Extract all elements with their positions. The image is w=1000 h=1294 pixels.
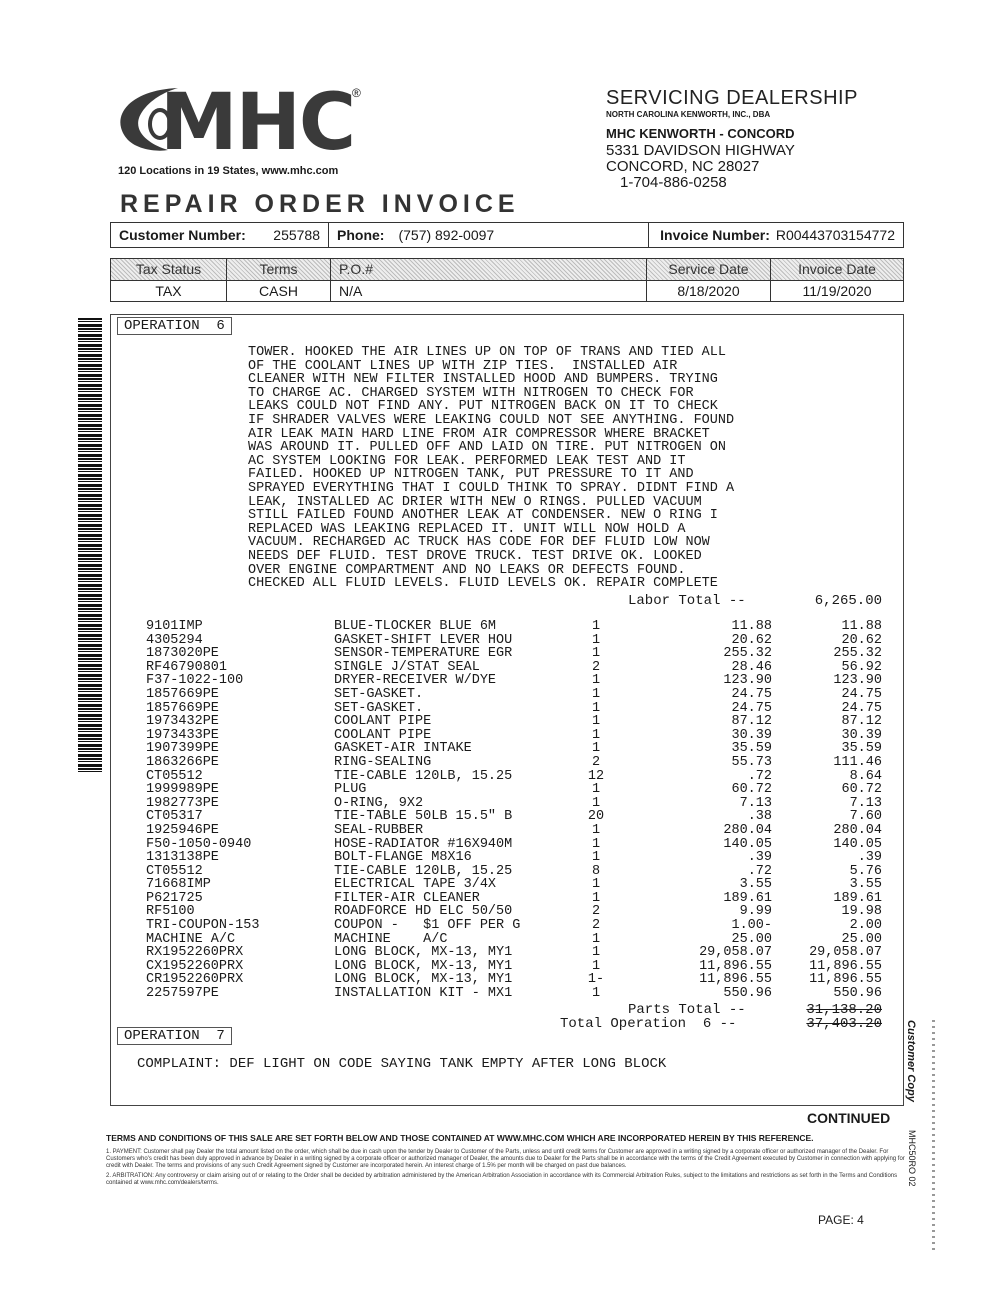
part-unit-price: .72 [747, 863, 772, 879]
part-extended-price: 24.75 [841, 686, 882, 702]
part-number: 1857669PE [146, 700, 219, 716]
scan-mark [932, 1020, 935, 1250]
part-quantity: 2 [591, 659, 601, 675]
part-quantity: 2 [591, 754, 601, 770]
part-number: 2257597PE [146, 986, 219, 1002]
part-description: O-RING, 9X2 [334, 795, 424, 811]
part-number: 1863266PE [146, 754, 219, 770]
part-quantity: 1 [591, 619, 601, 634]
dealer-name: MHC KENWORTH - CONCORD [606, 126, 795, 142]
part-quantity: 2 [591, 918, 601, 934]
part-quantity: 1 [591, 700, 601, 716]
part-unit-price: .38 [747, 809, 772, 825]
part-unit-price: 1.00- [731, 918, 772, 934]
part-quantity: 1 [591, 890, 601, 906]
dealer-block [606, 88, 858, 190]
part-quantity: 1- [587, 972, 605, 988]
parts-total-label: Parts Total -- [628, 1002, 746, 1018]
part-quantity: 1 [591, 686, 601, 702]
invoice-label: Invoice Number: [660, 227, 770, 243]
locations-tagline: 120 Locations in 19 States, www.mhc.com [118, 165, 339, 177]
part-extended-price: 35.59 [841, 741, 882, 757]
terms-arbitration: 2. ARBITRATION: Any controversy or claim arising out of or relating to the Order shall be decided by arbitration administered by the American Arbitration Association in accordance with its Commercial Arbitration Rules, subject to the limitations and restrictions as set forth in the Terms and Conditions contained at www.mhc.com/dealers/terms. [106, 1173, 898, 1186]
part-quantity: 12 [587, 768, 605, 784]
registered-mark: ® [352, 86, 361, 100]
part-extended-price: 60.72 [841, 782, 882, 798]
part-quantity: 1 [591, 850, 601, 866]
part-description: COOLANT PIPE [334, 727, 432, 743]
part-description: SET-GASKET. [334, 686, 424, 702]
page-number: PAGE: 4 [818, 1213, 864, 1227]
terms: CASH [227, 281, 331, 301]
part-number: CR1952260PRX [146, 972, 244, 988]
dealer-heading: SERVICING DEALERSHIP [606, 87, 858, 109]
part-description: FILTER-AIR CLEANER [334, 890, 480, 906]
po-number: N/A [331, 281, 647, 301]
part-extended-price: 8.64 [849, 768, 882, 784]
part-extended-price: 7.13 [849, 795, 882, 811]
customer-copy-label: Customer Copy [905, 1020, 917, 1102]
dealer-legal: NORTH CAROLINA KENWORTH, INC., DBA [606, 110, 771, 119]
part-number: F37-1022-100 [146, 673, 244, 689]
part-number: 1925946PE [146, 822, 219, 838]
part-number: 1973433PE [146, 727, 219, 743]
part-description: DRYER-RECEIVER W/DYE [334, 673, 497, 689]
part-number: F50-1050-0940 [146, 836, 252, 852]
page-title: REPAIR ORDER INVOICE [120, 190, 520, 218]
part-quantity: 1 [591, 986, 601, 1002]
part-number: CT05317 [146, 809, 203, 825]
part-unit-price: 7.13 [739, 795, 772, 811]
part-quantity: 1 [591, 782, 601, 798]
order-info-values [111, 280, 903, 301]
part-number: MACHINE A/C [146, 931, 236, 947]
part-number: 1857669PE [146, 686, 219, 702]
part-extended-price: 7.60 [849, 809, 882, 825]
part-extended-price: 56.92 [841, 659, 882, 675]
tax-status: TAX [111, 281, 227, 301]
part-quantity: 1 [591, 958, 601, 974]
part-description: PLUG [334, 782, 367, 798]
part-number: 1313138PE [146, 850, 219, 866]
part-description: MACHINE A/C [334, 931, 448, 947]
part-extended-price: 11,896.55 [809, 972, 882, 988]
part-extended-price: .39 [857, 850, 882, 866]
part-description: RING-SEALING [334, 754, 432, 770]
header-po: P.O.# [331, 259, 647, 280]
phone-label: Phone: [337, 227, 385, 243]
part-unit-price: .72 [747, 768, 772, 784]
part-description: HOSE-RADIATOR #16X940M [334, 836, 513, 852]
part-extended-price: 20.62 [841, 632, 882, 648]
part-extended-price: 550.96 [833, 986, 882, 1002]
part-description: SEAL-RUBBER [334, 822, 424, 838]
invoice-number: R00443703154772 [775, 227, 895, 243]
part-quantity: 1 [591, 646, 601, 662]
part-unit-price: 20.62 [731, 632, 772, 648]
part-quantity: 1 [591, 795, 601, 811]
part-unit-price: 280.04 [723, 822, 772, 838]
part-description: SINGLE J/STAT SEAL [334, 659, 480, 675]
dealer-address-1: 5331 DAVIDSON HIGHWAY [606, 142, 795, 160]
part-description: LONG BLOCK, MX-13, MY1 [334, 958, 513, 974]
part-quantity: 1 [591, 822, 601, 838]
part-description: GASKET-AIR INTAKE [334, 741, 472, 757]
labor-total-row [628, 593, 882, 609]
part-description: INSTALLATION KIT - MX1 [334, 986, 513, 1002]
terms-heading: TERMS AND CONDITIONS OF THIS SALE ARE SET FORTH BELOW AND THOSE CONTAINED AT WWW.MHC.COM WHICH ARE INCORPORATED HEREIN BY THIS REFERENCE. [106, 1133, 814, 1143]
part-quantity: 1 [591, 673, 601, 689]
part-unit-price: .39 [747, 850, 772, 866]
part-description: ROADFORCE HD ELC 50/50 [334, 904, 513, 920]
part-unit-price: 28.46 [731, 659, 772, 675]
header-tax-status: Tax Status [111, 259, 227, 280]
part-description: TIE-CABLE 120LB, 15.25 [334, 768, 513, 784]
part-number: 1873020PE [146, 646, 219, 662]
part-quantity: 8 [591, 863, 601, 879]
part-number: 1907399PE [146, 741, 219, 757]
terms-payment: 1. PAYMENT: Customer shall pay Dealer the total amount listed on the order, which shall be due in cash upon the tender by Dealer to Customer of the Parts, unless and until credit terms for Customer are approved in a writing signed by a corporate officer or authorized manager of the Dealer. For Customers who's credit has been duly approved in advance by Dealer in a writing signed by a corporate officer or authorized manager of Dealer, the amounts due to Dealer for the Parts shall be in accordance with the terms of the Credit Agreement executed by Customer in connection with applying for credit with Dealer. The terms and provisions of any such Credit Agreement signed by Customer are incorporated herein. An interest charge of 1.5% per month will be charged on past due balances. [106, 1149, 905, 1169]
part-number: 9101IMP [146, 619, 203, 634]
part-unit-price: 55.73 [731, 754, 772, 770]
operation-7-label: OPERATION 7 [117, 1027, 232, 1045]
part-quantity: 1 [591, 836, 601, 852]
part-description: ELECTRICAL TAPE 3/4X [334, 877, 497, 893]
part-extended-price: 87.12 [841, 714, 882, 730]
part-unit-price: 35.59 [731, 741, 772, 757]
part-quantity: 1 [591, 877, 601, 893]
part-description: COUPON - $1 OFF PER G [334, 918, 521, 934]
part-unit-price: 30.39 [731, 727, 772, 743]
part-unit-price: 24.75 [731, 686, 772, 702]
part-description: LONG BLOCK, MX-13, MY1 [334, 945, 513, 961]
form-code: MHC50RO 02 [907, 1130, 917, 1187]
part-extended-price: 111.46 [833, 754, 882, 770]
part-extended-price: 19.98 [841, 904, 882, 920]
part-number: RX1952260PRX [146, 945, 244, 961]
continued-label: CONTINUED [807, 1110, 891, 1126]
part-number: 71668IMP [146, 877, 211, 893]
invoice-cell [649, 223, 903, 247]
part-extended-price: 280.04 [833, 822, 882, 838]
part-unit-price: 3.55 [739, 877, 772, 893]
part-number: 1982773PE [146, 795, 219, 811]
part-unit-price: 87.12 [731, 714, 772, 730]
customer-row [110, 222, 904, 248]
order-info-table [110, 258, 904, 302]
part-quantity: 1 [591, 632, 601, 648]
part-unit-price: 123.90 [723, 673, 772, 689]
part-unit-price: 550.96 [723, 986, 772, 1002]
part-quantity: 20 [587, 809, 605, 825]
customer-number: 255788 [273, 227, 320, 243]
part-unit-price: 25.00 [731, 931, 772, 947]
part-description: SENSOR-TEMPERATURE EGR [334, 646, 513, 662]
part-unit-price: 255.32 [723, 646, 772, 662]
part-number: TRI-COUPON-153 [146, 918, 260, 934]
part-extended-price: 3.55 [849, 877, 882, 893]
part-number: 1973432PE [146, 714, 219, 730]
part-unit-price: 60.72 [731, 782, 772, 798]
service-date: 8/18/2020 [647, 281, 771, 301]
labor-total-label: Labor Total -- [628, 593, 746, 609]
part-unit-price: 24.75 [731, 700, 772, 716]
part-extended-price: 30.39 [841, 727, 882, 743]
invoice-date: 11/19/2020 [802, 282, 872, 299]
part-extended-price: 2.00 [849, 918, 882, 934]
header-service-date: Service Date [647, 259, 771, 280]
part-number: CX1952260PRX [146, 958, 244, 974]
operation-total-label: Total Operation 6 -- [560, 1016, 737, 1032]
labor-total: 6,265.00 [814, 593, 882, 609]
part-unit-price: 11,896.55 [699, 958, 772, 974]
parts-total: 31,138.20 [806, 1002, 882, 1018]
part-number: RF46790801 [146, 659, 228, 675]
part-description: GASKET-SHIFT LEVER HOU [334, 632, 513, 648]
part-number: RF5100 [146, 904, 195, 920]
part-quantity: 1 [591, 727, 601, 743]
part-extended-price: 255.32 [833, 646, 882, 662]
operation-total: 37,403.20 [806, 1016, 882, 1032]
part-quantity: 2 [591, 904, 601, 920]
dealer-address-2: CONCORD, NC 28027 [606, 157, 760, 175]
part-description: BLUE-TLOCKER BLUE 6M [334, 619, 497, 634]
part-unit-price: 11.88 [731, 619, 772, 634]
terms-body [106, 1149, 906, 1190]
part-extended-price: 140.05 [833, 836, 882, 852]
part-extended-price: 189.61 [833, 890, 882, 906]
order-info-header [111, 259, 903, 280]
part-number: CT05512 [146, 768, 203, 784]
part-description: TIE-CABLE 120LB, 15.25 [334, 863, 513, 879]
logo-text: MHC [160, 78, 355, 168]
operation-6-narrative: TOWER. HOOKED THE AIR LINES UP ON TOP OF TRANS AND TIED ALL OF THE COOLANT LINES UP WITH ZIP TIES. INSTALLED AIR CLEANER WITH NEW FILTER INSTALLED HOOD AND BUMPERS. TRYING TO CHARGE AC. CHARGED SYSTEM WITH NITROGEN TO CHECK FOR LEAKS COULD NOT FIND ANY. PUT NITROGEN BACK ON IT TO CHECK IF SHRADER VALVES WERE LEAKING COULD NOT SEE ANYTHING. FOUND AIR LEAK MAIN HARD LINE FROM AIR COMPRESSOR WHERE BRACKET WAS AROUND IT. PULLED OFF AND LAID ON TIRE. PUT NITROGEN ON AC SYSTEM LOOKING FOR LEAK. PERFORMED LEAK TEST AND IT FAILED. HOOKED UP NITROGEN TANK, PUT PRESSURE TO IT AND SPRAYED EVERYTHING THAT I COULD THINK TO SPRAY. DIDNT FIND A LEAK, INSTALLED AC DRIER WITH NEW O RINGS. PULLED VACUUM STILL FAILED FOUND ANOTHER LEAK AT CONDENSER. NEW O RING I REPLACED WAS LEAKING REPLACED IT. UNIT WILL NOW HOLD A VACUUM. RECHARGED AC TRUCK HAS CODE FOR DEF FLUID LOW NOW NEEDS DEF FLUID. TEST DROVE TRUCK. TEST DRIVE OK. LOOKED OVER ENGINE COMPARTMENT AND NO LEAKS OR DEFECTS FOUND. CHECKED ALL FLUID LEVELS. FLUID LEVELS OK. REPAIR COMPLETE [248, 345, 735, 592]
part-number: 1999989PE [146, 782, 219, 798]
part-extended-price: 29,058.07 [809, 945, 882, 961]
part-extended-price: 11.88 [841, 619, 882, 634]
part-quantity: 1 [591, 741, 601, 757]
part-extended-price: 24.75 [841, 700, 882, 716]
phone-cell [329, 223, 649, 247]
operation-7-complaint: COMPLAINT: DEF LIGHT ON CODE SAYING TANK EMPTY AFTER LONG BLOCK [137, 1056, 667, 1072]
part-unit-price: 189.61 [723, 890, 772, 906]
part-description: SET-GASKET. [334, 700, 424, 716]
barcode-strip [78, 318, 102, 774]
part-number: P621725 [146, 890, 203, 906]
part-extended-price: 5.76 [849, 863, 882, 879]
header-terms: Terms [227, 259, 331, 280]
part-quantity: 1 [591, 945, 601, 961]
part-description: TIE-TABLE 50LB 15.5" B [334, 809, 513, 825]
phone-value: (757) 892-0097 [398, 227, 495, 243]
customer-number-cell [111, 223, 329, 247]
part-unit-price: 9.99 [739, 904, 772, 920]
customer-number-label: Customer Number: [119, 227, 246, 243]
dealer-phone: 1-704-886-0258 [620, 173, 727, 191]
part-description: BOLT-FLANGE M8X16 [334, 850, 472, 866]
part-description: COOLANT PIPE [334, 714, 432, 730]
part-number: CT05512 [146, 863, 203, 879]
part-unit-price: 11,896.55 [699, 972, 772, 988]
operation-6-label: OPERATION 6 [117, 317, 232, 335]
part-number: 4305294 [146, 632, 203, 648]
part-unit-price: 29,058.07 [699, 945, 772, 961]
part-quantity: 1 [591, 714, 601, 730]
part-unit-price: 140.05 [723, 836, 772, 852]
part-quantity: 1 [591, 931, 601, 947]
part-extended-price: 11,896.55 [809, 958, 882, 974]
header-invoice-date: Invoice Date [798, 261, 876, 278]
part-extended-price: 123.90 [833, 673, 882, 689]
part-extended-price: 25.00 [841, 931, 882, 947]
part-description: LONG BLOCK, MX-13, MY1 [334, 972, 513, 988]
